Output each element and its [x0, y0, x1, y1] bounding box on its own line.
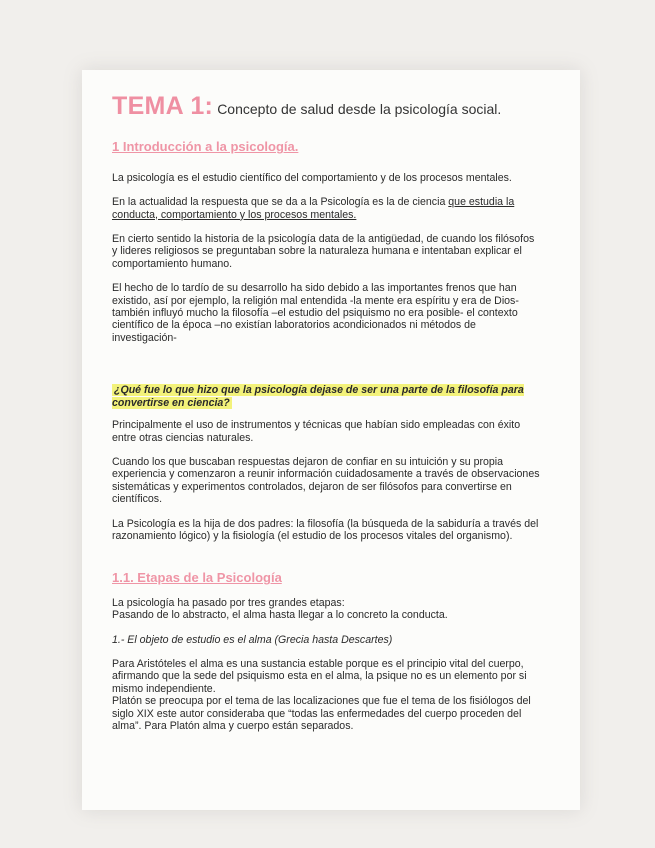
paragraph-definition: La psicología es el estudio científico del comportamiento y de los procesos mentales.	[112, 171, 512, 184]
paragraph-instruments: Principalmente el uso de instrumentos y técnicas que habían sido empleadas con éxito entre otras ciencias naturales.	[112, 419, 521, 444]
highlighted-question	[112, 384, 542, 409]
paragraph-aristoteles: Para Aristóteles el alma es una sustancia estable porque es el principio vital del cuerpo, afirmando que la sede del psiquismo esta en el alma, la psique no es un elemento por si mismo independiente.	[112, 657, 527, 695]
section-title-introduccion: 1 Introducción a la psicología.	[112, 139, 299, 155]
paragraph-current-answer	[112, 196, 542, 221]
tema-label: TEMA 1:	[112, 92, 214, 120]
paragraph-scientists: Cuando los que buscaban respuestas dejaron de confiar en su intuición y su propia experiencia y comenzaron a reunir información cuidadosamente a través de observaciones sistemáticas y experimentos controlados, dejaron de ser filósofos para convertirse en científicos.	[112, 455, 540, 506]
stage-1-heading: 1.- El objeto de estudio es el alma (Grecia hasta Descartes)	[112, 633, 393, 646]
paragraph-late-development: El hecho de lo tardío de su desarrollo ha sido debido a las importantes frenos que han existido, así por ejemplo, la religión mal entendida -la mente era espíritu y era de Dios- también influyó mucho la filosofía –el estudio del psiquismo no era posible- el contexto científico de la época –no existían laboratorios acondicionados ni métodos de investigación-	[112, 282, 519, 344]
paragraph-current-answer-text: En la actualidad la respuesta que se da a la Psicología es la de ciencia	[112, 196, 449, 209]
document-heading	[112, 92, 542, 120]
underlined-phrase: que estudia la conducta, comportamiento y los procesos mentales.	[112, 196, 515, 221]
paragraph-history: En cierto sentido la historia de la psicología data de la antigüedad, de cuando los filósofos y lideres religiosos se preguntaban sobre la naturaleza humana e intentaban explicar el comportamiento humano.	[112, 233, 535, 270]
section-title-etapas: 1.1. Etapas de la Psicología	[112, 570, 282, 586]
stages-line-1: La psicología ha pasado por tres grandes etapas:	[112, 596, 345, 609]
question-text: ¿Qué fue lo que hizo que la psicología dejase de ser una parte de la filosofía para convertirse en ciencia?	[112, 384, 524, 409]
document-content	[112, 92, 542, 744]
paragraph-two-parents: La Psicología es la hija de dos padres: la filosofía (la búsqueda de la sabiduría a través del razonamiento lógico) y la fisiología (el estudio de los procesos vitales del organismo).	[112, 517, 539, 542]
paragraph-stages	[112, 597, 542, 622]
paragraph-platon: Platón se preocupa por el tema de las localizaciones que fue el tema de los fisiólogos del siglo XIX este autor consideraba que “todas las enfermedades del cuerpo proceden del alma”. Para Platón alma y cuerpo están separados.	[112, 695, 531, 732]
stages-line-2: Pasando de lo abstracto, el alma hasta llegar a lo concreto la conducta.	[112, 609, 448, 622]
document-subtitle: Concepto de salud desde la psicología social.	[217, 101, 502, 117]
